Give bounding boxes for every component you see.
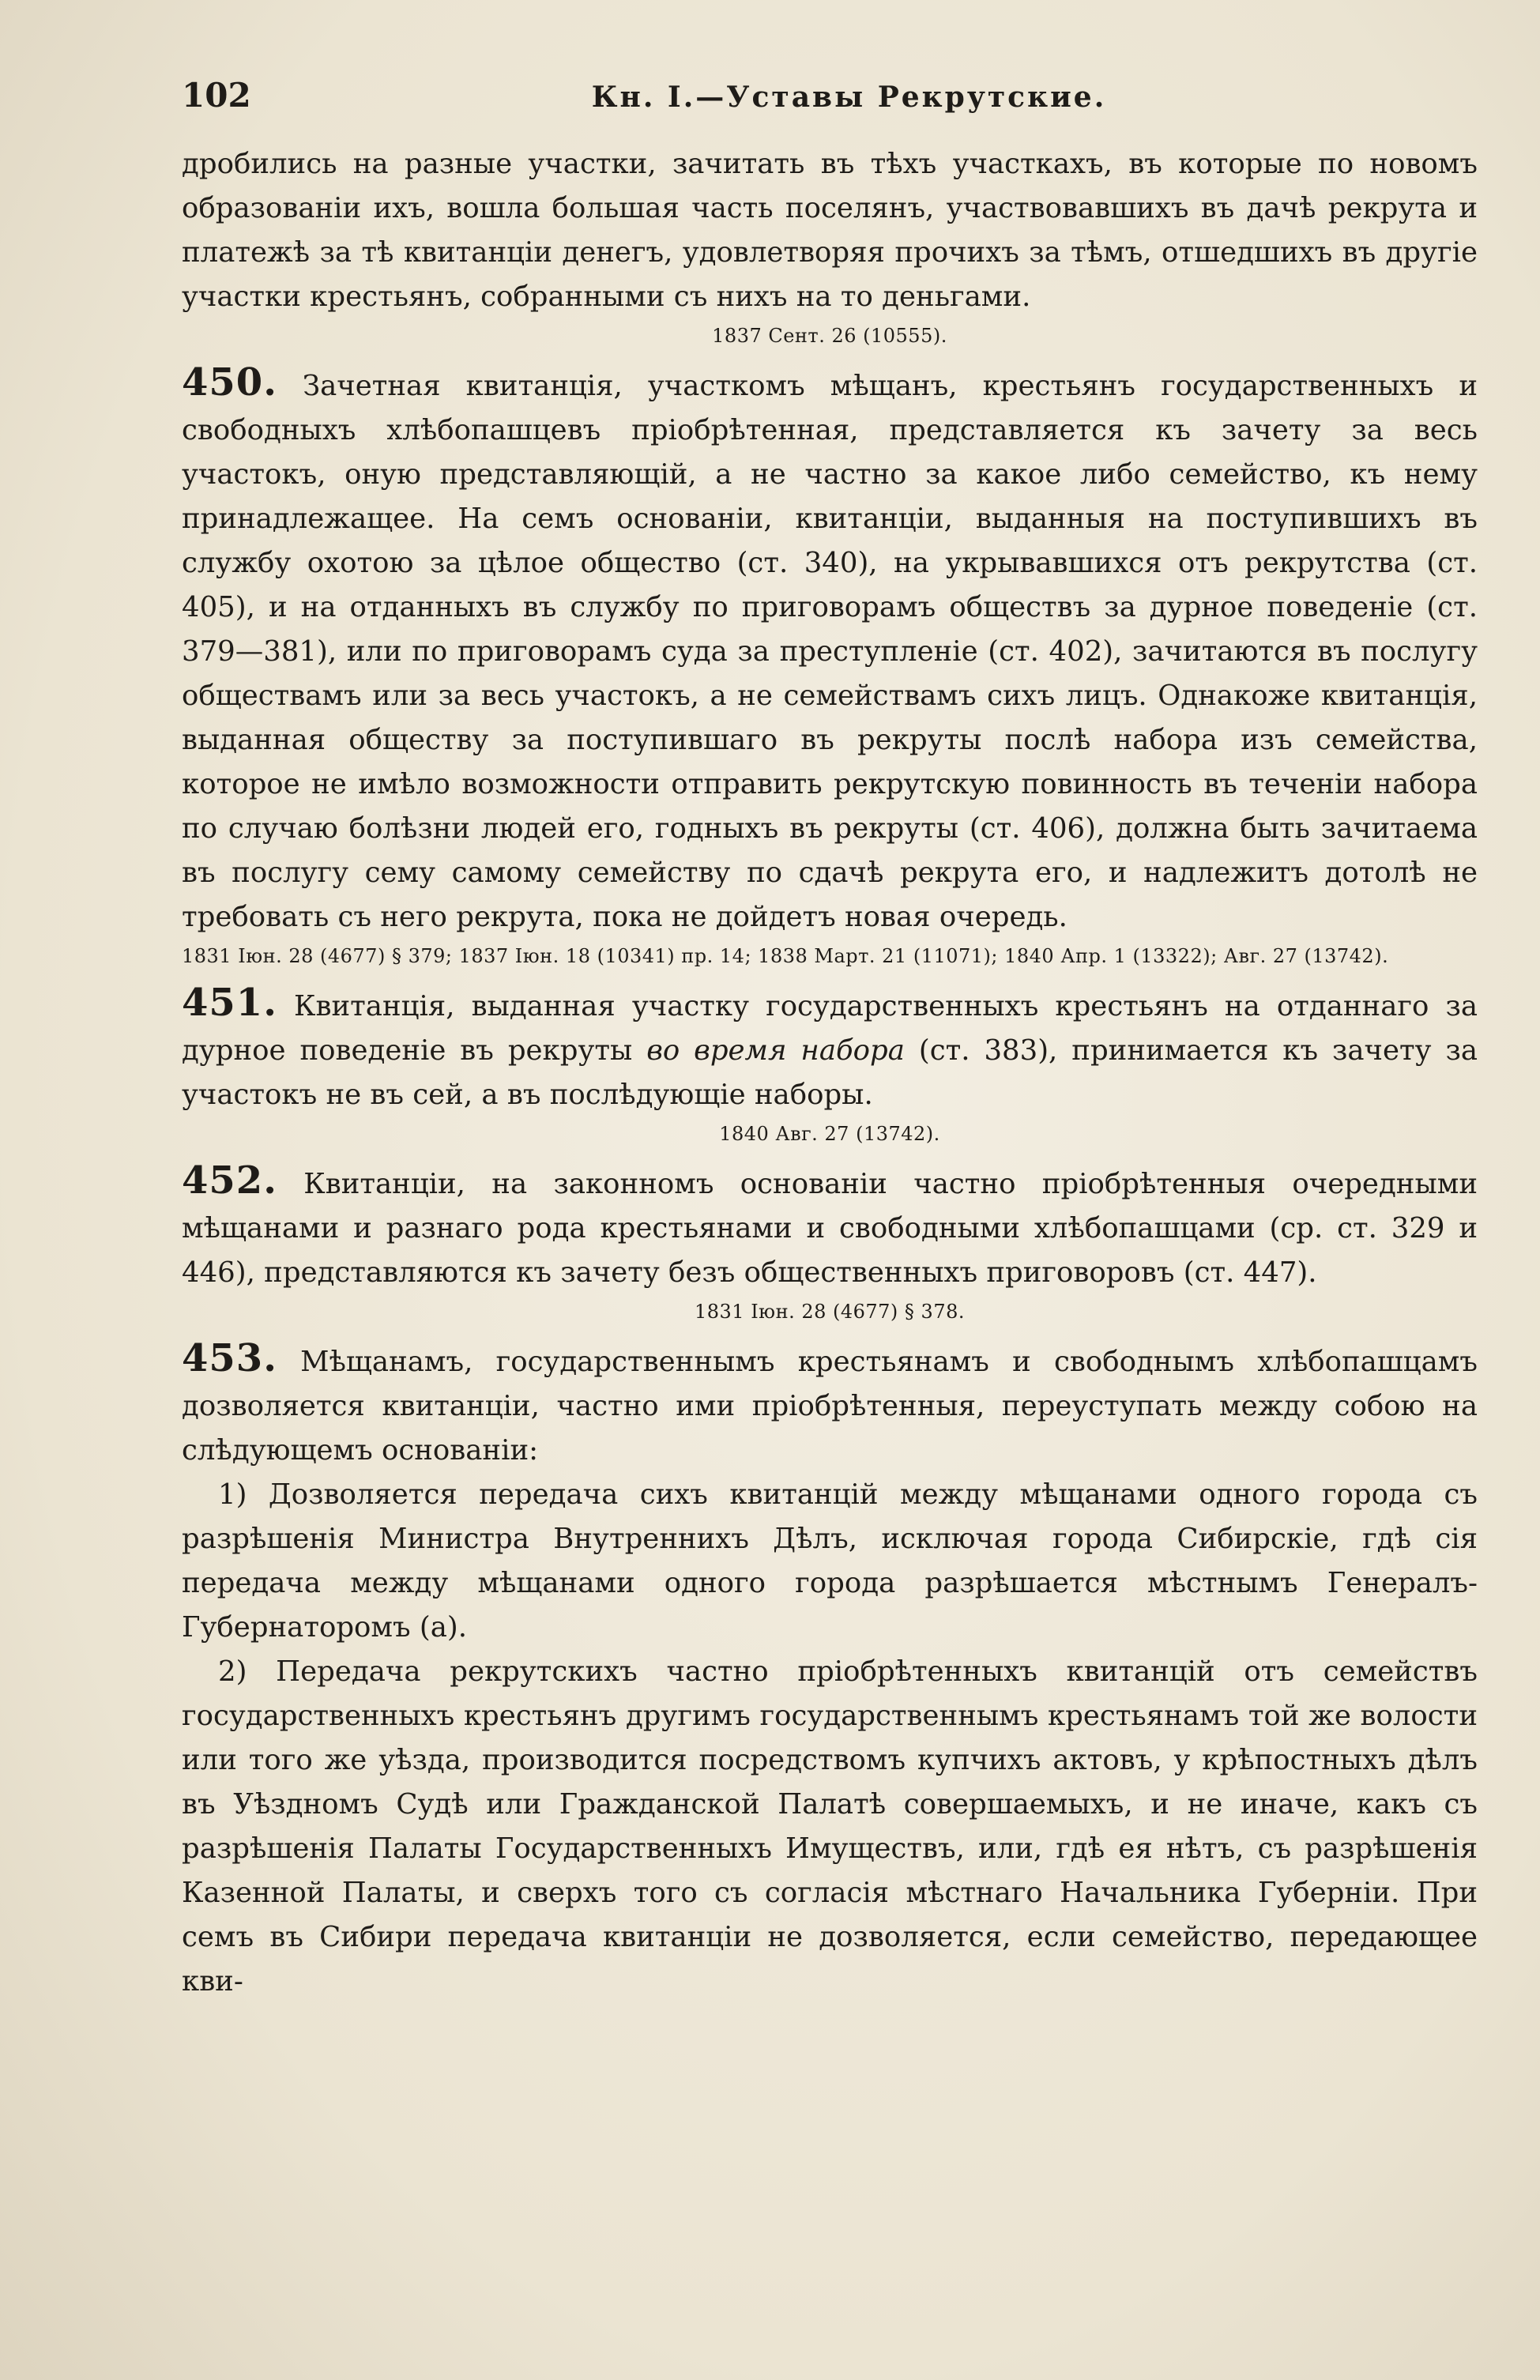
article-body: Мѣщанамъ, государственнымъ крестьянамъ и свободнымъ хлѣбопашцамъ дозволяется квитанціи, частно ими пріобрѣтенныя, переуступать между собою на слѣдующемъ основаніи: <box>182 1346 1478 1467</box>
article-body: Зачетная квитанція, участкомъ мѣщанъ, крестьянъ государственныхъ и свободныхъ хлѣбопашцевъ пріобрѣтенная, представляется къ зачету за весь участокъ, оную представляющій, а не частно за какое либо семейство, къ нему принадлежащее. На семъ основаніи, квитанціи, выданныя на поступившихъ въ службу охотою за цѣлое общество (ст. 340), на укрывавшихся отъ рекрутства (ст. 405), и на отданныхъ въ службу по приговорамъ обществъ за дурное поведеніе (ст. 379—381), или по приговорамъ суда за преступленіе (ст. 402), зачитаются въ послугу обществамъ или за весь участокъ, а не семействамъ сихъ лицъ. Однакоже квитанція, выданная обществу за поступившаго въ рекруты послѣ набора изъ семейства, которое не имѣло возможности отправить рекрутскую повинность въ теченіи набора по случаю болѣзни людей его, годныхъ въ рекруты (ст. 406), должна быть зачитаема въ послугу сему самому семейству по сдачѣ рекрута его, и надлежитъ дотолѣ не требовать съ него рекрута, пока не дойдетъ новая очередь. <box>182 370 1478 933</box>
article-450-text <box>182 360 1478 940</box>
article-451 <box>182 981 1478 1149</box>
article-450 <box>182 360 1478 971</box>
article-453-item-2: 2) Передача рекрутскихъ частно пріобрѣтенныхъ квитанцій отъ семействъ государственныхъ крестьянъ другимъ государственнымъ крестьянамъ той же волости или того же уѣзда, производится посредствомъ купчихъ актовъ, у крѣпостныхъ дѣлъ въ Уѣздномъ Судѣ или Гражданской Палатѣ совершаемыхъ, и не иначе, какъ съ разрѣшенія Палаты Государственныхъ Имуществъ, или, гдѣ ея нѣтъ, съ разрѣшенія Казенной Палаты, и сверхъ того съ согласія мѣстнаго Начальника Губерніи. При семъ въ Сибири передача квитанціи не дозволяется, если семейство, передающее кви- <box>182 1655 1478 1998</box>
article-body-end: (ст. 383), принимается къ зачету за участокъ не въ сей, а въ послѣдующіе наборы. <box>182 1034 1478 1111</box>
article-emphasis: во время набора <box>646 1034 905 1067</box>
body-text <box>182 142 1478 2004</box>
running-head <box>182 76 1485 123</box>
intro-reference: 1837 Сент. 26 (10555). <box>712 325 947 347</box>
article-body: Квитанціи, на законномъ основаніи частно пріобрѣтенныя очередными мѣщанами и разнаго рода крестьянами и свободными хлѣбопашцами (ср. ст. 329 и 446), представляются къ зачету безъ общественныхъ приговоровъ (ст. 447). <box>182 1168 1478 1289</box>
intro-paragraph: дробились на разные участки, зачитать въ тѣхъ участкахъ, въ которые по новомъ образованіи ихъ, вошла большая часть поселянъ, участвовавшихъ въ дачѣ рекрута и платежѣ за тѣ квитанціи денегъ, удовлетворяя прочихъ за тѣмъ, отшедшихъ въ другіе участки крестьянъ, собранными съ нихъ на то деньгами. <box>182 148 1478 313</box>
article-number: 450. <box>182 360 277 405</box>
article-453-item-1: 1) Дозволяется передача сихъ квитанцій между мѣщанами одного города съ разрѣшенія Министра Внутреннихъ Дѣлъ, исключая города Сибирскіе, гдѣ сія передача между мѣщанами одного города разрѣшается мѣстнымъ Генералъ-Губернаторомъ (а). <box>182 1478 1478 1644</box>
article-number: 453. <box>182 1336 277 1380</box>
article-451-reference: 1840 Авг. 27 (13742). <box>719 1123 940 1145</box>
article-450-reference: 1831 Іюн. 28 (4677) § 379; 1837 Іюн. 18 (10341) пр. 14; 1838 Март. 21 (11071); 1840 Апр. 1 (13322); Авг. 27 (13742). <box>182 945 1389 967</box>
article-451-text <box>182 981 1478 1117</box>
article-number: 451. <box>182 981 277 1025</box>
running-title: Кн. I.—Уставы Рекрутские. <box>591 81 1107 114</box>
page-number: 102 <box>182 76 251 115</box>
article-452-text <box>182 1158 1478 1295</box>
article-452 <box>182 1158 1478 1327</box>
article-452-reference: 1831 Іюн. 28 (4677) § 378. <box>694 1301 965 1323</box>
article-453-text <box>182 1336 1478 1473</box>
article-number: 452. <box>182 1158 277 1203</box>
article-453 <box>182 1336 1478 2004</box>
article-body: Квитанція, выданная участку государственныхъ крестьянъ на отданнаго за дурное поведеніе въ рекруты <box>182 990 1478 1067</box>
